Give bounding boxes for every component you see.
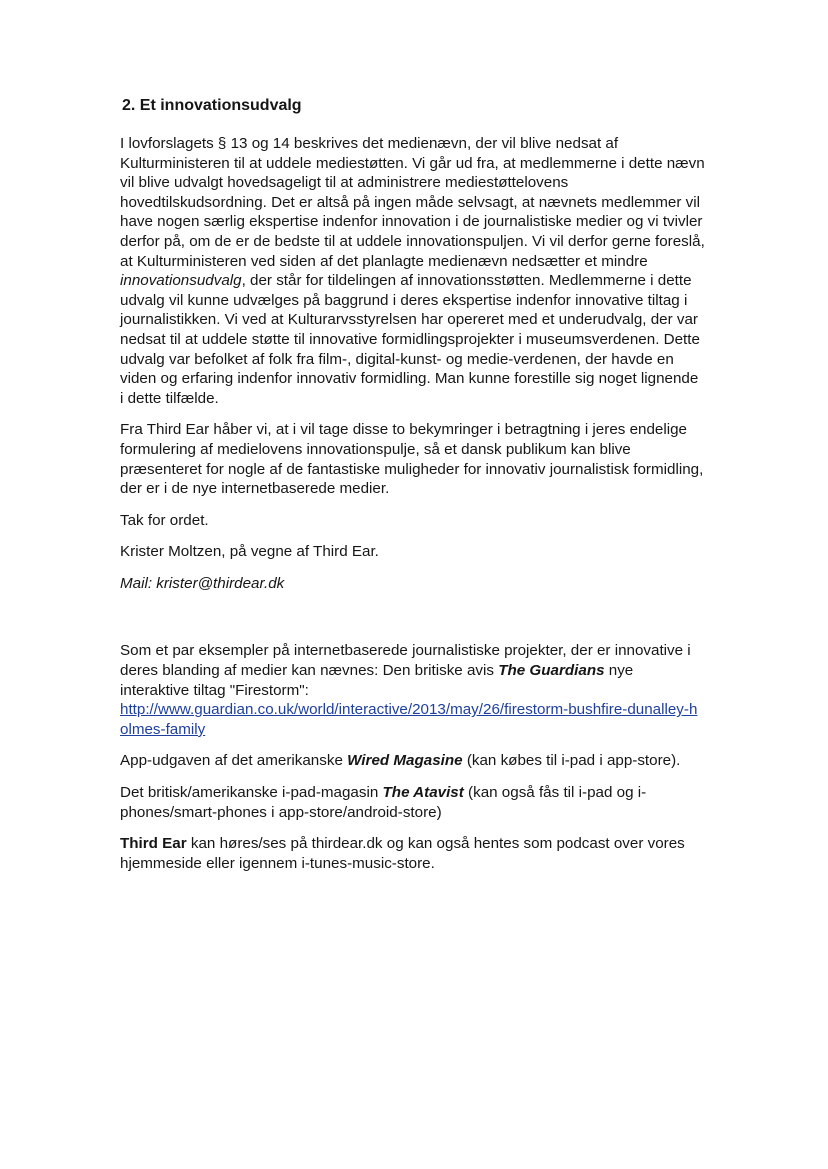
paragraph-text: Som et par eksempler på internetbaserede journalistiske projekter, der er innovative i deres blanding af medier kan nævnes: Den britiske avis: [120, 642, 691, 680]
mail-line: Mail: krister@thirdear.dk: [120, 574, 285, 592]
section-heading: 2. Et innovationsudvalg: [122, 97, 302, 114]
signature-line: Krister Moltzen, på vegne af Third Ear.: [120, 543, 379, 561]
paragraph-text: I lovforslagets § 13 og 14 beskrives det medienævn, der vil blive nedsat af Kulturministeren til at uddele mediestøtten. Vi går ud fra, at medlemmerne i dette nævn vil blive udvalgt hovedsageligt til at administrere mediestøttelovens hovedtilskudsordning. Det er altså på ingen måde selvsagt, at nævnets medlemmer vil have nogen særlig ekspertise indenfor innovation i de journalistiske medier og vi tvivler derfor på, om de er de bedste til at uddele innovationspuljen. Vi vil derfor gerne foreslå, at Kulturministeren ved siden af det planlagte medienævn nedsætter et mindre: [120, 135, 705, 270]
document-body: [120, 96, 705, 885]
paragraph-text: (kan også fås til i-pad og i-phones/smart-phones i app-store/android-store): [120, 784, 647, 821]
paragraph-text: , der står for tildelingen af innovationsstøtten. Medlemmerne i dette udvalg vil kunne udvælges på baggrund i deres ekspertise indenfor innovative tiltag i journalistikken. Vi ved at Kulturarvsstyrelsen har opereret med et underudvalg, der var nedsat til at uddele støtte til innovative formidlingsprojekter i museumsverdenen. Dette udvalg var befolket af folk fra film-, digital-kunst- og medie-verdenen, der havde en viden og erfaring indenfor innovativ formidling. Man kunne forestille sig noget lignende i dette tilfælde.: [120, 272, 700, 407]
emphasis-innovationsudvalg: innovationsudvalg: [120, 272, 242, 290]
emphasis-the-guardians: The Guardians: [498, 662, 605, 680]
paragraph-atavist: [120, 783, 705, 822]
thanks-line: Tak for ordet.: [120, 511, 209, 529]
paragraph-text: (kan købes til i-pad i app-store).: [462, 752, 681, 770]
paragraph-third-ear-hope: Fra Third Ear håber vi, at i vil tage disse to bekymringer i betragtning i jeres endelige formulering af medielovens innovationspulje, så et dansk publikum kan blive præsenteret for nogle af de fantastiske muligheder for innovativ journalistisk formidling, der er i de nye internetbaserede medier.: [120, 421, 704, 498]
emphasis-wired-magasine: Wired Magasine: [347, 752, 463, 770]
firestorm-link[interactable]: http://www.guardian.co.uk/world/interactive/2013/may/26/firestorm-bushfire-dunalley-holmes-family: [120, 701, 698, 738]
paragraph-third-ear: [120, 834, 705, 873]
paragraph-examples-intro: [120, 641, 705, 739]
paragraph-text: App-udgaven af det amerikanske: [120, 752, 348, 770]
emphasis-third-ear: Third Ear: [120, 835, 187, 853]
paragraph-text: nye interaktive tiltag "Firestorm":: [120, 662, 634, 699]
section-spacer: [120, 605, 705, 641]
paragraph-text: Det britisk/amerikanske i-pad-magasin: [120, 784, 383, 802]
emphasis-the-atavist: The Atavist: [382, 784, 464, 802]
paragraph-innovation-committee: [120, 134, 705, 408]
paragraph-wired: [120, 751, 705, 771]
paragraph-text: kan høres/ses på thirdear.dk og kan også hentes som podcast over vores hjemmeside eller igennem i-tunes-music-store.: [120, 835, 685, 872]
